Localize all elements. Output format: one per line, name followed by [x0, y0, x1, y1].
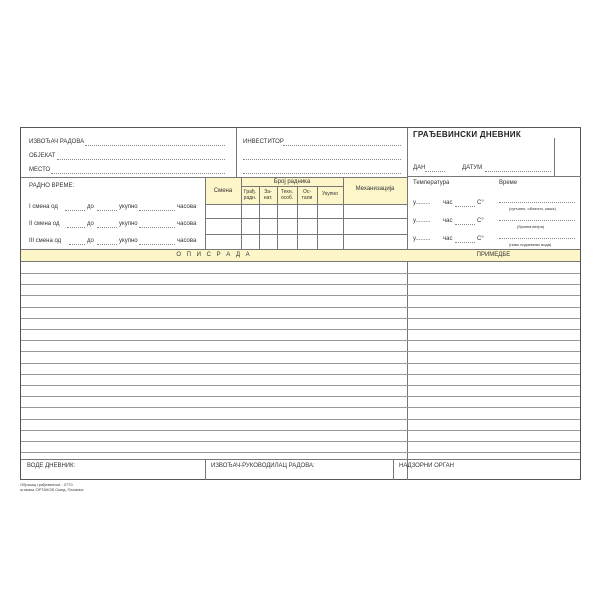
place-label: МЕСТО	[29, 167, 51, 173]
shift-1-from-field[interactable]	[65, 210, 85, 211]
ruled-line[interactable]	[21, 419, 580, 420]
weather-row-2-at: у.........	[413, 218, 431, 224]
signature-divider-1	[205, 459, 206, 480]
ruled-line[interactable]	[21, 452, 580, 453]
header-divider	[236, 128, 237, 178]
shift-2-to-field[interactable]	[97, 227, 117, 228]
weather-row-3-temp-field[interactable]	[455, 242, 475, 243]
col-header-total: Укупно	[322, 191, 338, 197]
shift-3-to-field[interactable]	[97, 244, 117, 245]
contractor-field[interactable]	[85, 145, 225, 146]
ruled-line[interactable]	[21, 351, 580, 352]
ruled-line[interactable]	[21, 340, 580, 341]
workers-row-line-1	[205, 218, 407, 219]
shift-1-total-label: укупно	[119, 204, 138, 210]
col-header-builders-1: Грађ.	[243, 189, 257, 195]
place-field[interactable]	[51, 173, 225, 174]
shift-1-total-field[interactable]	[139, 210, 175, 211]
workers-group-header: Број радника	[273, 179, 311, 185]
date-label: ДАТУМ	[462, 165, 483, 171]
col-header-craft-2: нат.	[263, 195, 273, 201]
weather-row-2-note: (брзина ветра)	[517, 224, 545, 229]
workers-header-bottom	[205, 204, 407, 205]
ruled-line[interactable]	[21, 441, 580, 442]
shift-2-total-label: укупно	[119, 221, 138, 227]
shift-3-hours-label: часова	[177, 238, 197, 244]
shift-1-to-label: до	[87, 204, 94, 210]
remarks-header: ПРИМЕДБЕ	[476, 252, 511, 258]
diary-keeper-label: ВОДЕ ДНЕВНИК:	[27, 463, 76, 469]
day-field[interactable]	[425, 171, 445, 172]
weather-row-3-hour: час	[443, 236, 453, 242]
right-column-divider	[407, 128, 408, 480]
temperature-label: Температура	[413, 180, 450, 186]
weather-row-2-deg: C°	[477, 218, 484, 224]
mechanization-header: Механизација	[355, 186, 395, 192]
weather-row-2-hour: час	[443, 218, 453, 224]
weather-row-3-note: (ниво подземних вода)	[509, 242, 552, 247]
weather-row-1-note: (сунчано, облачно, кишa)	[509, 206, 556, 211]
weather-row-3-deg: C°	[477, 236, 484, 242]
col-header-builders-2: радн.	[243, 195, 257, 201]
investor-field-2[interactable]	[243, 159, 401, 160]
ruled-line[interactable]	[21, 374, 580, 375]
weather-row-1-at: у.........	[413, 200, 431, 206]
day-label: ДАН	[413, 165, 426, 171]
ruled-line[interactable]	[21, 284, 580, 285]
col-header-other-2: тали	[301, 195, 313, 201]
weather-row-3-field[interactable]	[499, 238, 575, 239]
shift-3-to-label: до	[87, 238, 94, 244]
ruled-line[interactable]	[21, 273, 580, 274]
contractor-manager-label: ИЗВОЂАЧ-РУКОВОДИЛАЦ РАДОВА:	[211, 463, 315, 469]
section-bottom-line	[21, 261, 580, 262]
signature-top-line	[21, 459, 580, 460]
ruled-line[interactable]	[21, 396, 580, 397]
contractor-label: ИЗВОЂАЧ РАДОВА	[29, 139, 85, 145]
shift-1-hours-label: часова	[177, 204, 197, 210]
weather-row-3-at: у.........	[413, 236, 431, 242]
weather-row-1-deg: C°	[477, 200, 484, 206]
col-header-tech-2: особ.	[280, 195, 294, 201]
shift-3-from-field[interactable]	[69, 244, 85, 245]
shift-2-from-field[interactable]	[67, 227, 85, 228]
signature-divider-2	[393, 459, 394, 480]
col-header-tech-1: Техн.	[280, 189, 294, 195]
shift-2-hours-label: часова	[177, 221, 197, 227]
shift-col-header: Смена	[213, 188, 233, 194]
form-code-text: Образац грађевински - 0770	[20, 482, 73, 487]
investor-label: ИНВЕСТИТОР	[243, 139, 284, 145]
ruled-line[interactable]	[21, 385, 580, 386]
date-field[interactable]	[485, 171, 551, 172]
work-time-label: РАДНО ВРЕМЕ:	[29, 183, 75, 189]
printer-text: штампа ОРТАКОВ Смед. Паланка	[20, 487, 84, 492]
ruled-line[interactable]	[21, 407, 580, 408]
ruled-line[interactable]	[21, 329, 580, 330]
investor-field[interactable]	[283, 145, 401, 146]
weather-label: Време	[499, 180, 518, 186]
ruled-line[interactable]	[21, 295, 580, 296]
shift-1-to-field[interactable]	[97, 210, 117, 211]
weather-row-1-hour: час	[443, 200, 453, 206]
weather-row-1-temp-field[interactable]	[455, 206, 475, 207]
col-header-other-1: Ос-	[302, 189, 312, 195]
page-title: ГРАЂЕВИНСКИ ДНЕВНИК	[413, 130, 522, 139]
number-box[interactable]	[554, 138, 581, 177]
header-bottom-line-right	[407, 176, 581, 177]
ruled-line[interactable]	[21, 430, 580, 431]
shift-3-total-field[interactable]	[139, 244, 175, 245]
object-field[interactable]	[57, 159, 225, 160]
col-header-craft-1: За-	[264, 189, 272, 195]
weather-row-1-field[interactable]	[499, 202, 575, 203]
shift-2-label: II смена од	[29, 221, 60, 227]
ruled-line[interactable]	[21, 363, 580, 364]
ruled-line[interactable]	[21, 318, 580, 319]
investor-field-3[interactable]	[243, 173, 401, 174]
ruled-line[interactable]	[21, 307, 580, 308]
weather-row-2-temp-field[interactable]	[455, 224, 475, 225]
workers-group-line	[241, 186, 343, 187]
weather-row-2-field[interactable]	[499, 220, 575, 221]
shift-1-label: I смена од	[29, 204, 58, 210]
supervisor-label: НАДЗОРНИ ОРГАН	[399, 463, 454, 469]
object-label: ОБЈЕКАТ	[29, 153, 56, 159]
workers-row-line-2	[205, 234, 407, 235]
shift-3-total-label: укупно	[119, 238, 138, 244]
shift-3-label: III смена од	[29, 238, 62, 244]
shift-2-total-field[interactable]	[139, 227, 175, 228]
description-header: О П И С Р А Д А	[176, 252, 252, 258]
construction-diary-form	[20, 127, 581, 480]
shift-2-to-label: до	[87, 221, 94, 227]
